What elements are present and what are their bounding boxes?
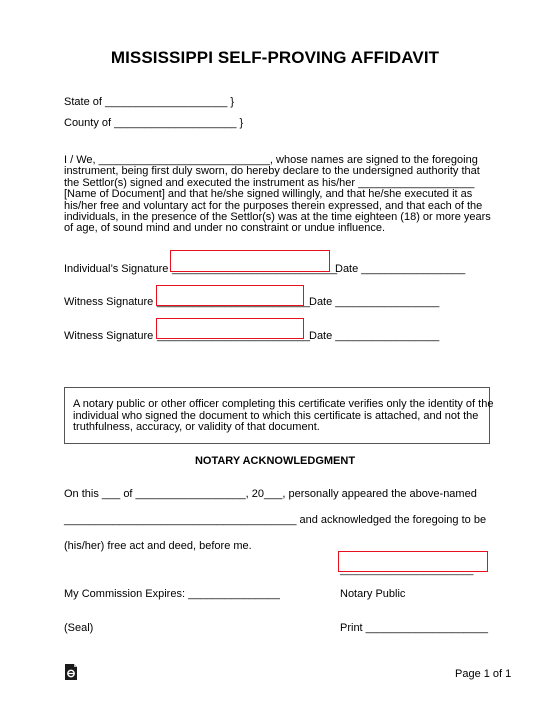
individual-signature-label: Individual’s Signature <box>64 263 169 275</box>
individual-date-field[interactable]: Date _________________ <box>335 263 466 275</box>
print-name-field[interactable]: Print ____________________ <box>340 622 489 634</box>
state-field[interactable]: State of ____________________ } <box>64 96 235 108</box>
seal-label: (Seal) <box>64 622 94 634</box>
notary-public-label: Notary Public <box>340 588 406 600</box>
notice-line: individual who signed the document to which this certificate is attached, and not the <box>73 409 479 422</box>
affidavit-line: the Settlor(s) signed and executed the instrument as his/her ___________________ <box>64 176 475 189</box>
document-title: MISSISSIPPI SELF-PROVING AFFIDAVIT <box>110 48 440 67</box>
witness1-signature-line: _________________________ <box>157 296 310 308</box>
affidavit-line: instrument, being first duly sworn, do hereby declare to the undersigned authority that <box>64 165 480 178</box>
logo-icon <box>64 664 78 680</box>
affidavit-line: of age, of sound mind and under no constraint or undue influence. <box>64 222 386 235</box>
affidavit-paragraph <box>64 154 491 235</box>
page-number: Page 1 of 1 <box>455 668 512 680</box>
witness1-date-field[interactable]: Date _________________ <box>309 296 440 308</box>
affidavit-line: his/her free and voluntary act for the purposes therein expressed, and that each of the <box>64 199 483 212</box>
witness2-signature-line: _________________________ <box>157 330 310 342</box>
notary-line-1[interactable]: On this ___ of __________________, 20___, personally appeared the above-named <box>64 488 477 500</box>
individual-signature-line: ___________________________ <box>172 263 338 275</box>
witness2-signature-label: Witness Signature <box>64 330 154 342</box>
notice-line: A notary public or other officer completing this certificate verifies only the identity of the <box>73 398 494 410</box>
affidavit-line: [Name of Document] and that he/she signed willingly, and that he/she executed it as <box>64 188 473 201</box>
notary-line-2[interactable]: ______________________________________ and acknowledged the foregoing to be <box>64 514 487 526</box>
notary-notice-box <box>64 387 494 444</box>
witness2-date-field[interactable]: Date _________________ <box>309 330 440 342</box>
affidavit-line: I / We, ____________________________, whose names are signed to the foregoing <box>64 154 478 166</box>
county-field[interactable]: County of ____________________ } <box>64 117 244 129</box>
affidavit-line: individuals, in the presence of the Settlor(s) was at the time eighteen (18) or more years <box>64 211 491 224</box>
commission-expires-field[interactable]: My Commission Expires: _______________ <box>64 588 280 600</box>
notary-signature-line: ________________________ <box>340 565 474 576</box>
witness1-signature-label: Witness Signature <box>64 296 154 308</box>
notary-acknowledgment-heading: NOTARY ACKNOWLEDGMENT <box>194 455 356 467</box>
notary-line-3: (his/her) free act and deed, before me. <box>64 540 252 552</box>
notice-line: truthfulness, accuracy, or validity of that document. <box>73 421 320 434</box>
